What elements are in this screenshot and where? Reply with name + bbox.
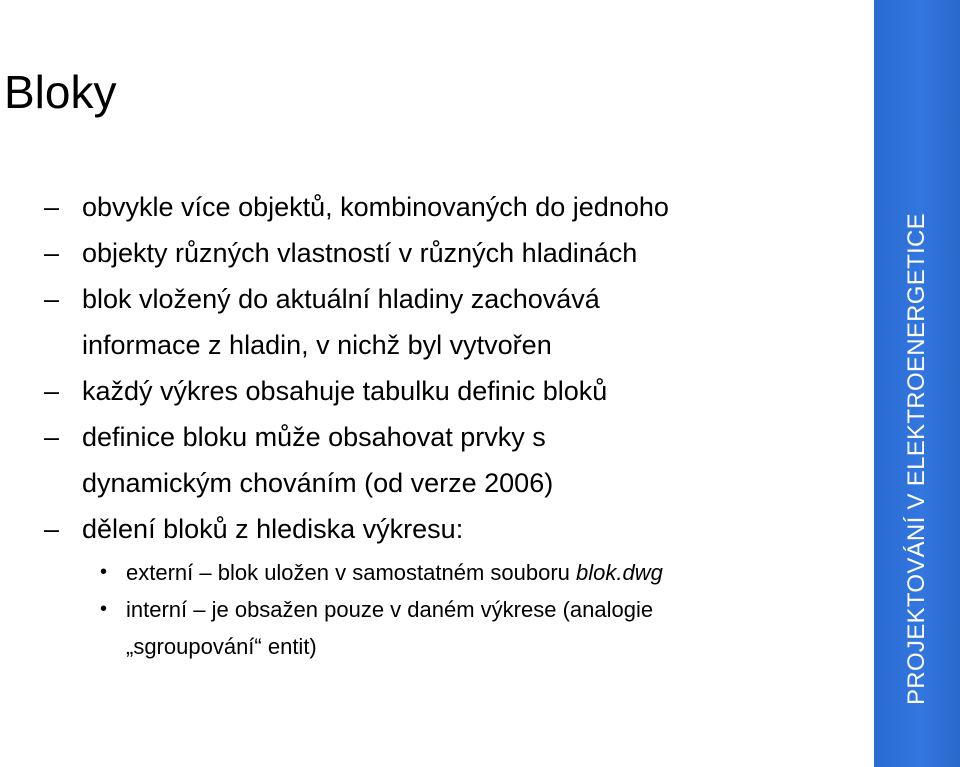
- list-item: [0, 230, 860, 276]
- sidebar-band: [874, 0, 960, 767]
- bullet-marker: •: [100, 598, 108, 620]
- list-item-text: informace z hladin, v nichž byl vytvořen: [82, 330, 552, 360]
- list-item-text: blok vložený do aktuální hladiny zachovává: [82, 284, 600, 314]
- list-item: [0, 368, 860, 414]
- dash-marker: –: [44, 376, 60, 406]
- bullet-marker: •: [100, 561, 108, 583]
- dash-marker: –: [44, 284, 60, 314]
- slide-title: Bloky: [4, 66, 117, 118]
- dash-marker: –: [44, 238, 60, 268]
- dash-marker: –: [44, 192, 60, 222]
- dash-marker: –: [44, 514, 60, 544]
- list-item-text: dynamickým chováním (od verze 2006): [82, 468, 554, 498]
- dash-marker: –: [44, 422, 60, 452]
- sub-list-item-text-main: externí – blok uložen v samostatném souboru: [126, 560, 577, 585]
- list-item-text: objekty různých vlastností v různých hladinách: [82, 238, 638, 268]
- sidebar-course-title: PROJEKTOVÁNÍ V ELEKTROENERGETICE: [903, 213, 930, 705]
- list-item: [0, 276, 860, 368]
- sub-list-item: [0, 591, 860, 665]
- list-item: [0, 414, 860, 506]
- sub-list-item: [0, 554, 860, 591]
- list-item-text: obvykle více objektů, kombinovaných do jednoho: [82, 192, 669, 222]
- sub-list-item-text: „sgroupování“ entit): [126, 634, 317, 659]
- list-item-text: dělení bloků z hlediska výkresu:: [82, 514, 464, 544]
- list-item: [0, 184, 860, 230]
- sub-list-item-text: interní – je obsažen pouze v daném výkrese (analogie: [126, 597, 654, 622]
- slide-content: [0, 184, 860, 665]
- sub-list-item-text: [126, 554, 860, 591]
- list-item-text: definice bloku může obsahovat prvky s: [82, 422, 546, 452]
- list-item: [0, 506, 860, 552]
- list-item-text: každý výkres obsahuje tabulku definic bloků: [82, 376, 608, 406]
- filename-emphasis: blok.dwg: [576, 560, 663, 585]
